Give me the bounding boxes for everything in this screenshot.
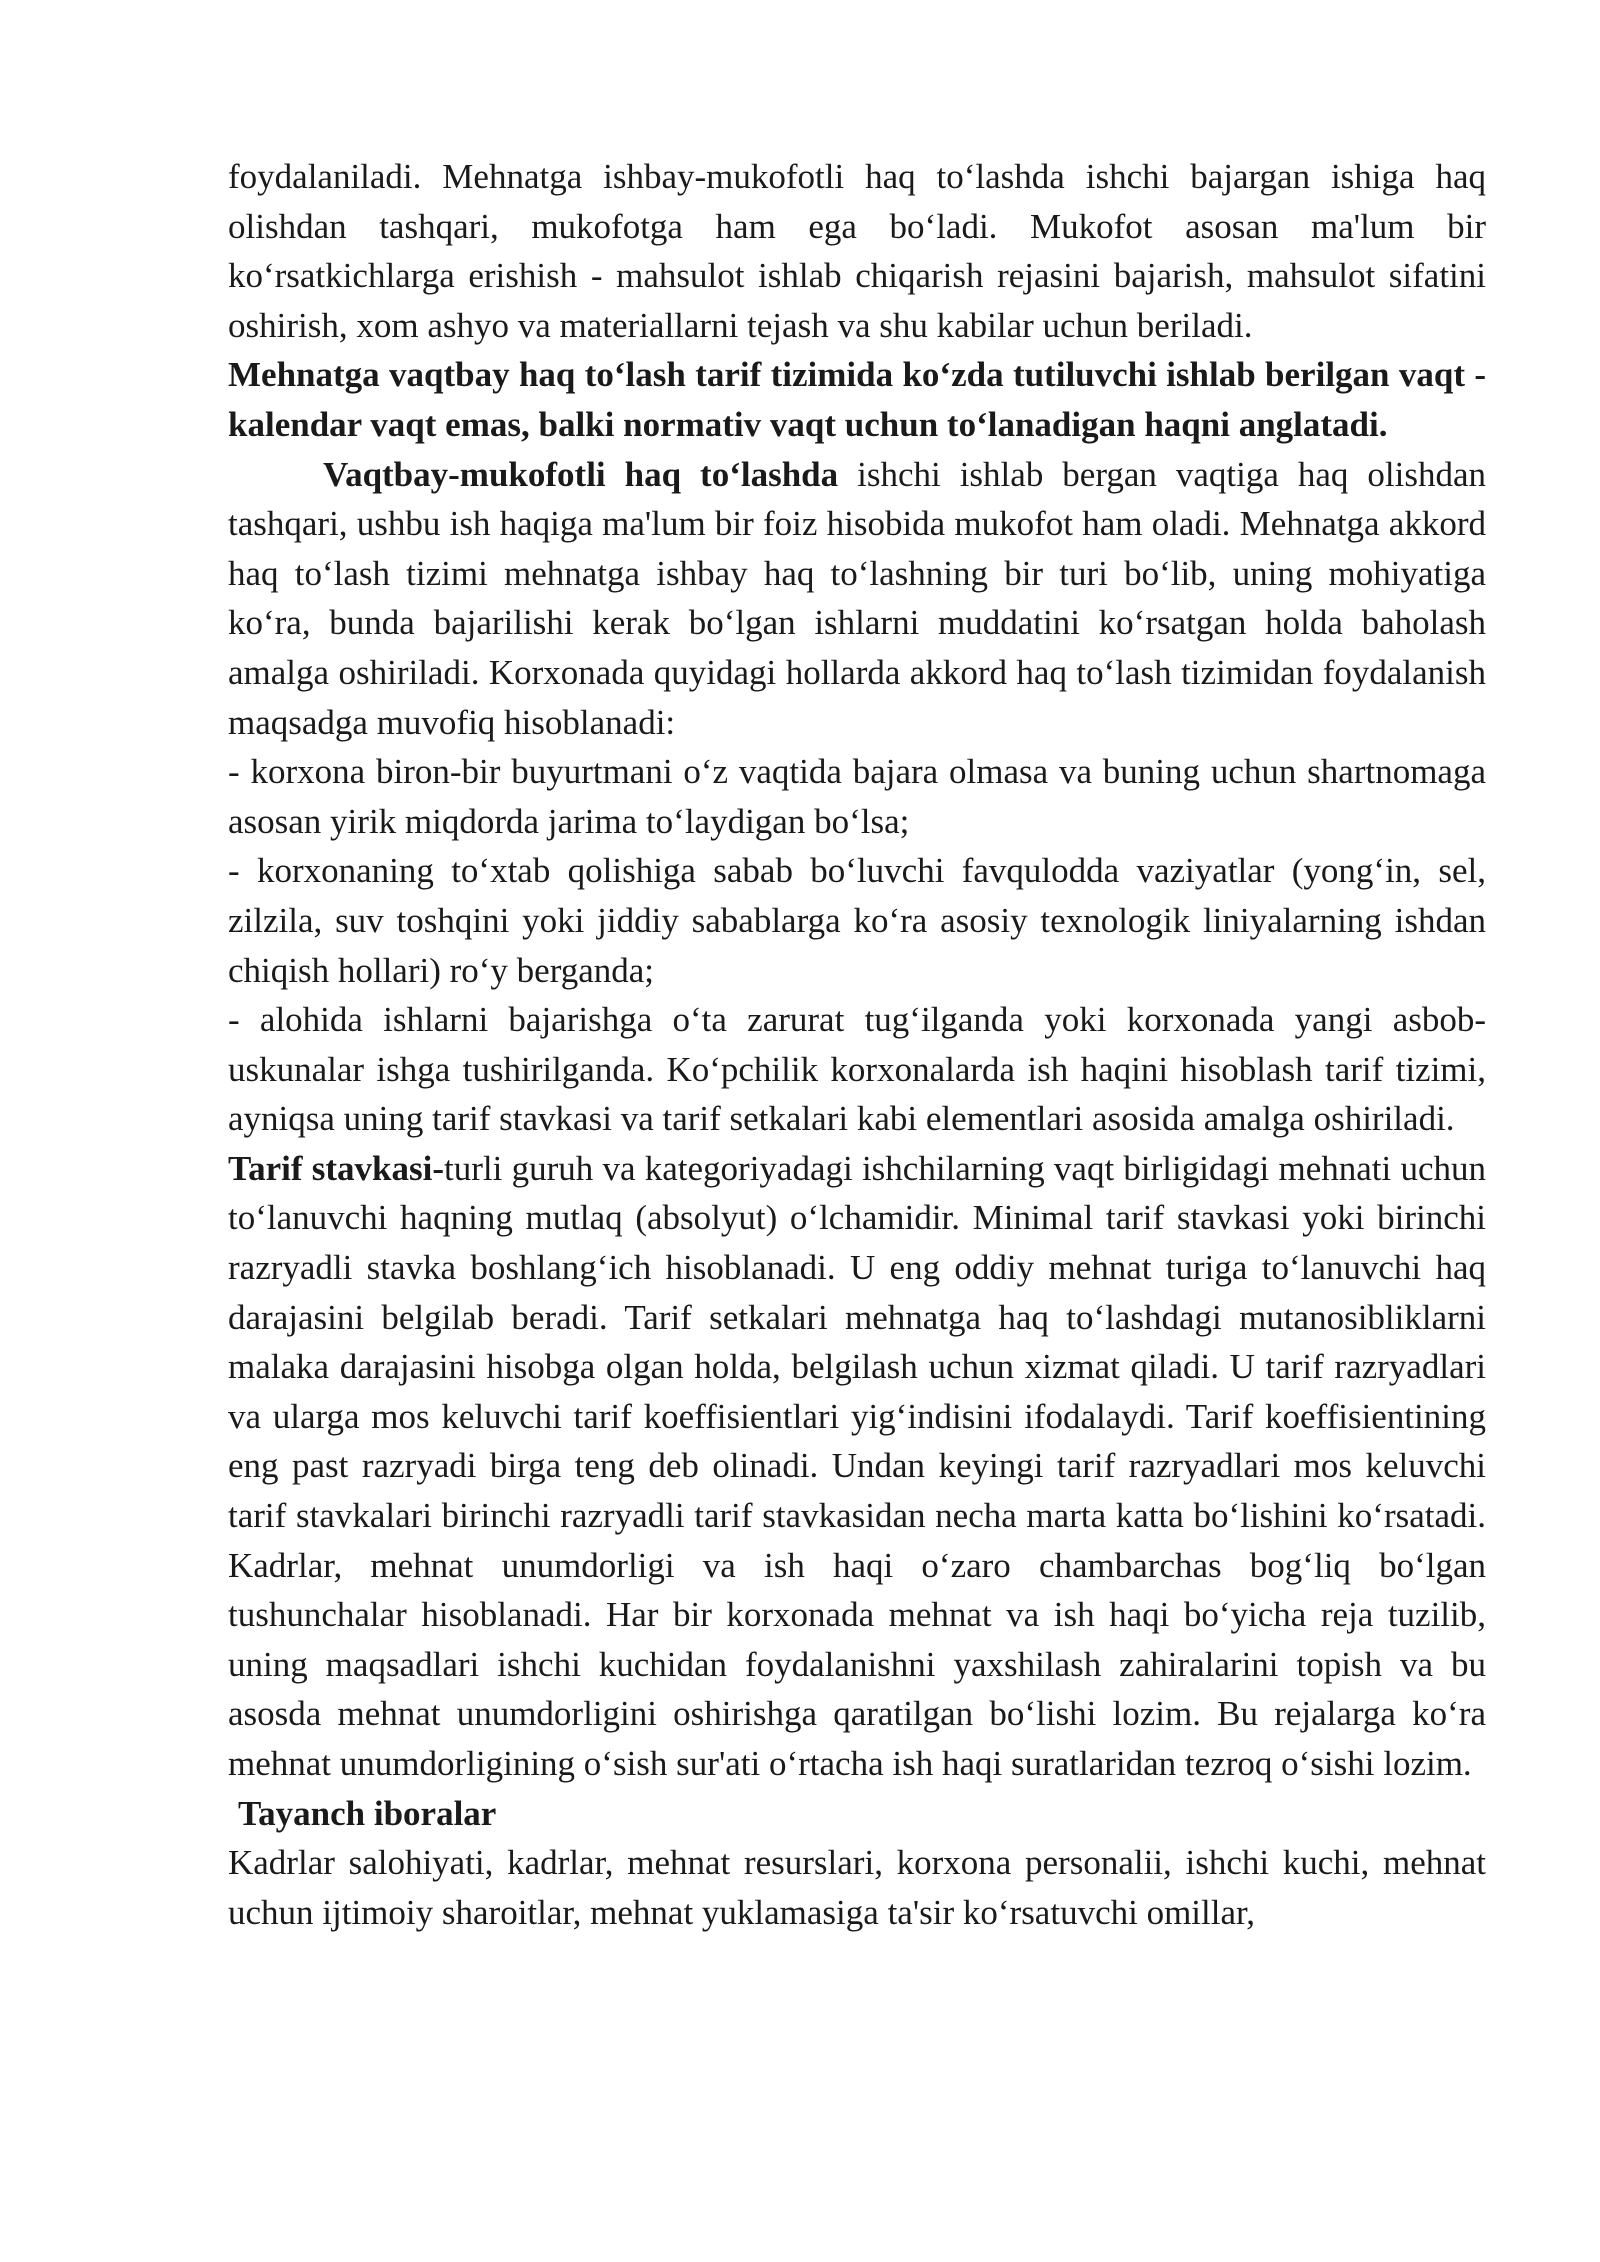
paragraph-tarif-stavkasi-text: turli guruh va kategoriyadagi ishchilarning vaqt birligidagi mehnati uchun to‘lanuvchi haqning mutlaq (absolyut) o‘lchamidir. Minimal tarif stavkasi yoki birinchi razryadli stavka boshlang‘ich hisoblanadi. U eng oddiy mehnat turiga to‘lanuvchi haq darajasini belgilab beradi. Tarif setkalari mehnatga haq to‘lashdagi mutanosibliklarni malaka darajasini hisobga olgan holda, belgilash uchun xizmat qiladi. U tarif razryadlari va ularga mos keluvchi tarif koeffisientlari yig‘indisini ifodalaydi. Tarif koeffisientining eng past razryadi birga teng deb olinadi. Undan keyingi tarif razryadlari mos keluvchi tarif stavkalari birinchi razryadli tarif stavkasidan necha marta katta bo‘lishini ko‘rsatadi. Kadrlar, mehnat unumdorligi va ish haqi o‘zaro chambarchas bog‘liq bo‘lgan tushunchalar hisoblanadi. Har bir korxonada mehnat va ish haqi bo‘yicha reja tuzilib, uning maqsadlari ishchi kuchidan foydalanishni yaxshilash zahiralarini topish va bu asosda mehnat unumdorligini oshirishga qaratilgan bo‘lishi lozim. Bu rejalarga ko‘ra mehnat unumdorligining o‘sish sur'ati o‘rtacha ish haqi suratlaridan tezroq o‘sishi lozim.: [228, 1148, 1486, 1783]
list-item: - korxona biron-bir buyurtmani o‘z vaqtida bajara olmasa va buning uchun shartnomaga asosan yirik miqdorda jarima to‘laydigan bo‘lsa;: [228, 752, 1486, 841]
document-page: [228, 152, 1486, 1937]
list-item: - alohida ishlarni bajarishga o‘ta zarurat tug‘ilganda yoki korxonada yangi asbob-uskunalar ishga tushirilganda. Ko‘pchilik korxonalarda ish haqini hisoblash tarif tizimi, ayniqsa uning tarif stavkasi va tarif setkalari kabi elementlari asosida amalga oshiriladi.: [228, 1000, 1486, 1139]
paragraph-key-terms: Kadrlar salohiyati, kadrlar, mehnat resurslari, korxona personalii, ishchi kuchi, mehnat uchun ijtimoiy sharoitlar, mehnat yuklamasiga ta'sir ko‘rsatuvchi omillar,: [228, 1843, 1486, 1932]
section-heading: Tayanch iboralar: [238, 1793, 497, 1833]
paragraph-vaqtbay-definition: Mehnatga vaqtbay haq to‘lash tarif tizimida ko‘zda tutiluvchi ishlab berilgan vaqt - kalendar vaqt emas, balki normativ vaqt uchun to‘lanadigan haqni anglatadi.: [228, 355, 1486, 444]
term-tarif-stavkasi: Tarif stavkasi-: [228, 1148, 445, 1188]
list-item: - korxonaning to‘xtab qolishiga sabab bo‘luvchi favqulodda vaziyatlar (yong‘in, sel, zilzila, suv toshqini yoki jiddiy sabablarga ko‘ra asosiy texnologik liniyalarning ishdan chiqish hollari) ro‘y berganda;: [228, 851, 1486, 990]
term-vaqtbay-mukofotli: Vaqtbay-mukofotli haq to‘lashda: [323, 454, 839, 494]
paragraph-vaqtbay-mukofotli-text: ishchi ishlab bergan vaqtiga haq olishdan tashqari, ushbu ish haqiga ma'lum bir foiz hisobida mukofot ham oladi. Mehnatga akkord haq to‘lash tizimi mehnatga ishbay haq to‘lashning bir turi bo‘lib, uning mohiyatiga ko‘ra, bunda bajarilishi kerak bo‘lgan ishlarni muddatini ko‘rsatgan holda baholash amalga oshiriladi. Korxonada quyidagi hollarda akkord haq to‘lash tizimidan foydalanish maqsadga muvofiq hisoblanadi:: [228, 454, 1486, 742]
paragraph-vaqtbay-mukofotli: [228, 450, 1486, 748]
paragraph-tarif-stavkasi: [228, 1144, 1486, 1789]
paragraph-intro: foydalaniladi. Mehnatga ishbay-mukofotli haq to‘lashda ishchi bajargan ishiga haq olishdan tashqari, mukofotga ham ega bo‘ladi. Mukofot asosan ma'lum bir ko‘rsatkichlarga erishish - mahsulot ishlab chiqarish rejasini bajarish, mahsulot sifatini oshirish, xom ashyo va materiallarni tejash va shu kabilar uchun beriladi.: [228, 157, 1486, 345]
